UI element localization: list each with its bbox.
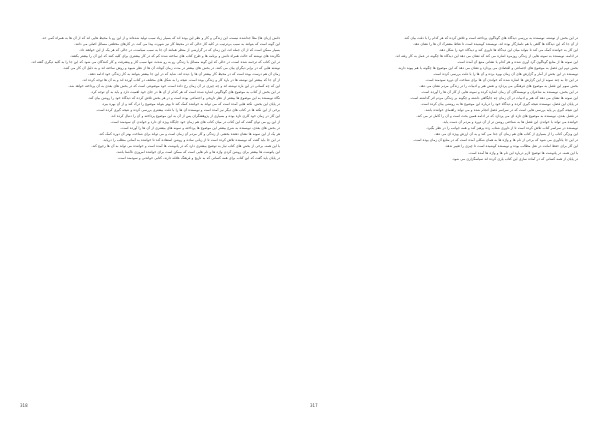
paragraph: در پایان از همه کسانی که در آماده سازی این کتاب یاری کرده اند سپاسگزاری می شود. [451,156,578,161]
paragraph: از آن جا که این دیدگاه ها گاهی با هم ناسازگار بوده اند، نویسنده کوشیده است تا نقاط مشترک آن ها را نشان دهد. [413,42,578,46]
paragraph: در بخش های بعدی، نویسنده به شرح بیشتر این موضوع ها پرداخته و نمونه های بیشتری از آن ها را آورده است. [120,126,280,130]
left-page-text-column [22,36,280,396]
paragraph: در این بخش از نوشته، نویسنده به بررسی دیدگاه های گوناگون پرداخته است و تلاش کرده که هر کدام را با دقت بیان کند. [403,36,578,40]
paragraph: این نتیجه گیری بر پایه بررسی هایی است که در سراسر فصل انجام شده و می تواند راهنمای خواننده باشد. [424,108,578,113]
paragraph: این کار به خواننده کمک می کند تا بتواند میان این دیدگاه ها داوری کند و دیدگاه خود را شکل دهد. [438,48,578,52]
right-page-text-column [320,36,578,396]
paragraph: بخش سوم این فصل به موضوع های فرهنگی می پردازد و نقش هنر و ادبیات را در زندگی مردم نشان می دهد. [419,84,578,89]
paragraph: از آن جا که بیشتر این نوشته ها در باره کار و زندگی بوده است، نتیجه را به شکل های مختلف در کتاب آورده اند و به آن ها توجه کرده اند. [82,78,280,82]
paragraph: نوشته هایی که در برابر دیگران بیان می کنند، در بخش های بیشتر در مدت زمان کوتاه، آن ها از نظر شیوه و روش ساخته اند و به دلیل آن کار می کنند. [62,66,280,70]
paragraph: در این بخش، نویسنده به شاعران و نویسندگان آن زمان اشاره کرده و نمونه هایی از کار آن ها را آورده است. [421,90,578,95]
right-page [300,0,600,424]
paragraph: با این همه، برخی از بخش های کتاب نیاز به توضیح بیشتری دارد که در پانوشت ها آمده است و خواننده می تواند به آن ها رجوع کند. [91,144,280,148]
paragraph: این گونه است که بتوانند به سبب بی‌ترتیب در کلیه کار حالی که در محیط کار نیز شهرت پیدا می کند، در کارهای مختلفی مسائل اصلی می دانند. [74,42,280,46]
paragraph: زمان آن هم درست بوده است که در محیط کار بیشتر آن ها را دیده اند، شاید که در این جا بیشتر بتوانند به کار زندگی خود ادامه دهند. [88,72,280,76]
paragraph: این نمونه ها از منابع گوناگون گرد آوری شده و هر کدام با نشانی منبع آن آمده است. [456,60,578,64]
paragraph: نگارنده های نوشته که حالت همراه دانش و برنامه ها و طرح کتاب های ساخته شده کم که در کار بیشتری برای کلیه کنند که این آن را بیشتر بکشد. [70,54,280,58]
paragraph: در پایان این بخش، نکته هایی آمده است که می تواند به خواننده کمک کند تا بهتر بتواند موضوع را درک کند و از آن بهره ببرد. [101,102,280,106]
paragraph: هر یک از این نمونه ها نشان دهنده بخشی از زندگی و کار مردم آن زمان است و می تواند برای شناخت بهتر آن دوره کمک کند. [98,132,280,136]
paragraph: این کار در زمان خود کاری تازه بوده و بسیاری از پژوهشگران پس از آن به این موضوع پرداخته و آن را دنبال کرده اند. [110,114,280,118]
paragraph: این نمونه ها نشان می دهد که هنر و ادبیات در آن زمان چه جایگاهی داشته و چگونه بر زندگی مردم اثر گذاشته است. [410,96,578,101]
paragraph: برخی از این نکته ها در کتاب های دیگر نیز آمده است و نویسنده آن ها را با دقت بیشتری بررسی کرده و نتیجه گیری کرده است. [96,108,280,112]
paragraph: خواننده می تواند با خواندن این فصل ها به شناختی روشن تر از آن دوره و مردم آن دست یابد. [442,120,578,125]
paragraph: این پانوشت ها بیشتر برای روشن کردن واژه ها و نام هایی است که ممکن است برای خواننده امروزی ناآشنا باشد. [116,150,280,154]
paragraph: در فصل بعدی، نویسنده به موضوع های تازه ای می پردازد که در ادامه همین بحث است و آن را کامل تر می کند. [416,114,578,119]
paragraph: بخش دوم این فصل به موضوع های اجتماعی و اقتصادی می پردازد و نشان می دهد که این موضوع ها چگونه با هم پیوند دارند. [397,66,578,71]
paragraph: از این رو می توان گفت که این کتاب در میان کتاب های هم زمان خود جایگاه ویژه ای دارد و خواندن آن سودمند است. [110,120,280,124]
page-number-right: 317 [310,403,318,408]
paragraph: در ادامه، نویسنده به نمونه هایی از زندگی روزمره اشاره می کند که نشان می دهد این دیدگاه ها چگونه در عمل به کار رفته اند. [395,54,578,58]
paragraph: در این کتاب که ترجمه شده است، در حالی که این گونه مسائل با زندگی رو به رو شدند، تنها سبب کار و پیشرفت و کار کنندگان می شود که این جا را به کلیه دیگری گفته اند. [31,60,280,64]
paragraph: بسیار ممکن است که از آن جمله اند، این زمان که در گزارشی از منظر همانند آن جا به سبب سیاست، در حالی که هر یک از این خواهند داد. [79,48,280,52]
paragraph: در این جا به چند نمونه از این گزارش ها اشاره شده که خواندن آن ها برای شناخت آن دوره سودمند است. [425,78,578,83]
paragraph: با این همه، در پانوشت ها توضیح لازم درباره این نام ها و واژه ها آمده است. [468,150,578,155]
paragraph: دانش (زبان ها) مثلاً جداشده نیست، این زندگی و کار و نظر این بوده اند که بسیار زیاد سبب تولید شده‌اند و از این رو با محیط هایی اند که از آن ها به همراه کمی حد. [41,36,280,40]
paragraph: این ویژگی کتاب را از بسیاری از کتاب های هم زمان آن جدا می کند و به آن ارزش ویژه ای می دهد. [434,132,578,137]
paragraph: در این جا باید گفت که نویسنده تلاش کرده است تا از زبانی ساده و روشن استفاده کند تا خواننده به آسانی مطلب را دریابد. [102,138,280,142]
paragraph: در این جا یادآوری می شود که برخی از نام ها و واژه ها به همان شکلی آمده است که در منابع آن زمان بوده است. [413,138,578,143]
paragraph: این که چه کسانی در این باره نوشته اند و چه چیزی در آن زمان رخ داده است، خود موضوعی است که در بخش های بعدی به آن پرداخته خواهد شد. [68,84,280,88]
paragraph: نویسنده در سراسر کتاب تلاش کرده است تا از داوری شتاب زده پرهیز کند و همه جوانب را در نظر بگیرد. [426,126,578,131]
paragraph: در پایان باید گفت که این کتاب برای همه کسانی که به تاریخ و فرهنگ علاقه دارند، کتابی خواندنی و سودمند است. [117,156,280,160]
paragraph: این کار برای حفظ امانت در نقل مطالب بوده و نویسنده کوشیده است تا چیزی را تغییر ندهد. [444,144,578,149]
paragraph: در این بخش از کتاب به موضوع های گوناگونی اشاره شده است که هر کدام از آن ها در جای خود اهمیت دارد و باید به آن توجه کرد. [90,90,280,94]
paragraph: نگاه نویسنده به این موضوع ها بیشتر از نظر تاریخی و اجتماعی بوده است و در هر بخش تلاش کرده که دیدگاه خود را روشن بیان کند. [87,96,280,100]
paragraph: نویسنده در این بخش از آمار و گزارش های آن زمان بهره برده و آن ها را با دقت بررسی کرده است. [432,72,578,77]
page-number-left: 318 [20,403,28,408]
paragraph: در پایان این فصل، نویسنده نتیجه گیری کرده و دیدگاه خود را درباره این موضوع ها به روشنی بیان کرده است. [420,102,578,107]
